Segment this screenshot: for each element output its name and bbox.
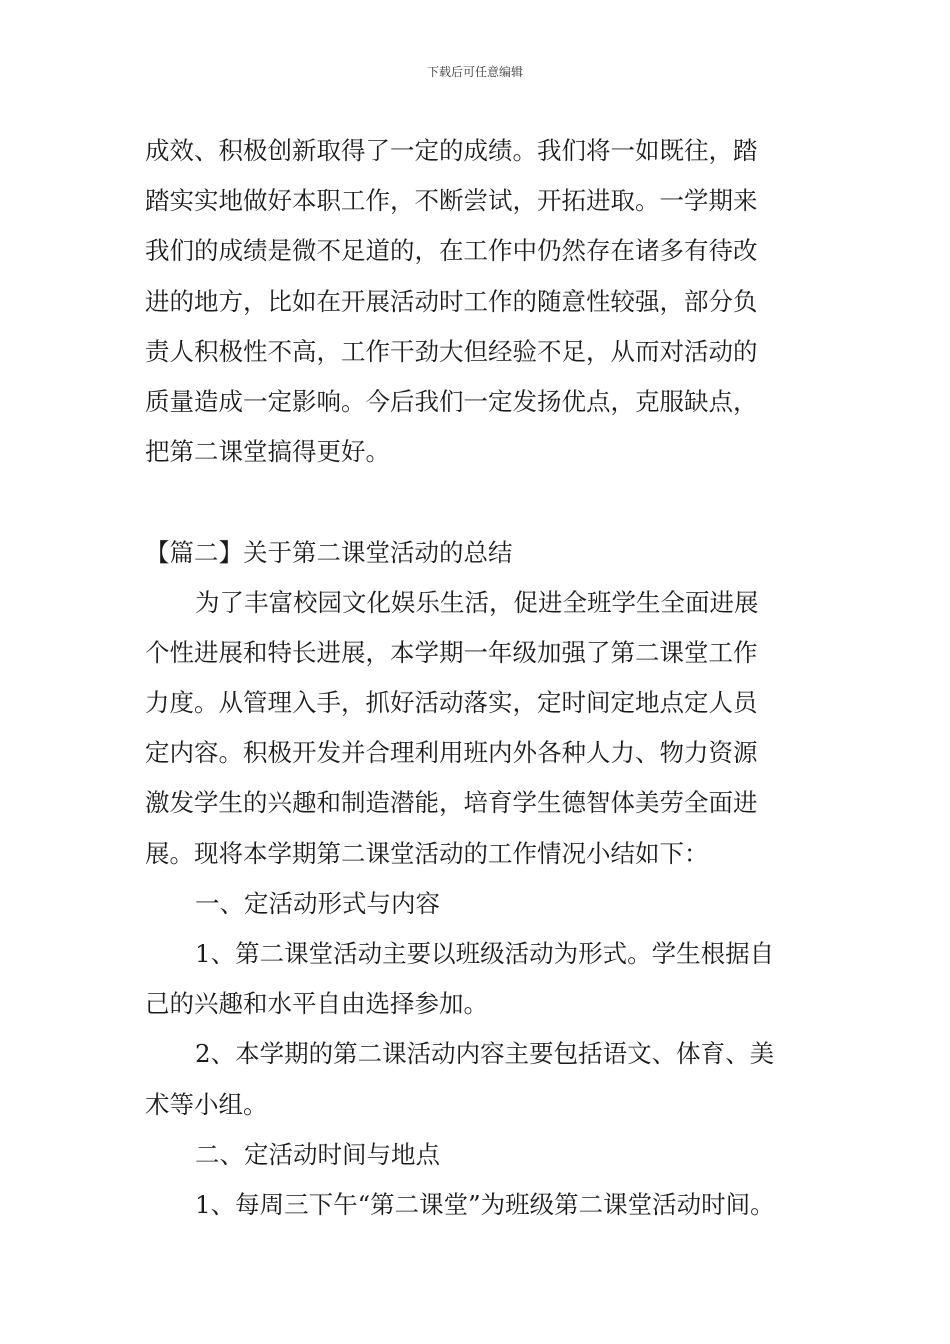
text-line: 激发学生的兴趣和制造潜能，培育学生德智体美劳全面进 <box>145 788 758 818</box>
list-item <box>145 1180 810 1230</box>
paragraph-intro <box>145 578 810 879</box>
text-line: 踏实实地做好本职工作，不断尝试，开拓进取。一学期来 <box>145 186 758 216</box>
text-line: 术等小组。 <box>145 1089 268 1119</box>
subheading-form-content: 一、定活动形式与内容 <box>195 888 440 918</box>
text-line: 己的兴趣和水平自由选择参加。 <box>145 989 488 1019</box>
text-line: 为了丰富校园文化娱乐生活，促进全班学生全面进展 <box>195 587 759 617</box>
text-line: 2、本学期的第二课活动内容主要包括语文、体育、美 <box>195 1039 775 1069</box>
document-body <box>145 126 810 1230</box>
section-title: 【篇二】关于第二课堂活动的总结 <box>145 537 513 567</box>
list-item <box>145 1029 810 1129</box>
blank-line <box>145 477 810 527</box>
page-header: 下载后可任意编辑 <box>426 65 523 79</box>
subheading-time-place: 二、定活动时间与地点 <box>195 1139 440 1169</box>
text-line: 质量造成一定影响。今后我们一定发扬优点，克服缺点， <box>145 386 758 416</box>
text-line: 定内容。积极开发并合理利用班内外各种人力、物力资源 <box>145 738 758 768</box>
text-line: 力度。从管理入手，抓好活动落实，定时间定地点定人员 <box>145 688 758 718</box>
text-line: 我们的成绩是微不足道的，在工作中仍然存在诸多有待改 <box>145 236 758 266</box>
text-line: 1、第二课堂活动主要以班级活动为形式。学生根据自 <box>195 939 775 968</box>
text-line: 展。现将本学期第二课堂活动的工作情况小结如下： <box>145 838 709 868</box>
text-line: 个性进展和特长进展，本学期一年级加强了第二课堂工作 <box>145 637 758 667</box>
text-line: 责人积极性不高，工作干劲大但经验不足，从而对活动的 <box>145 336 758 366</box>
text-line: 成效、积极创新取得了一定的成绩。我们将一如既往，踏 <box>145 136 758 165</box>
text-line: 把第二课堂搞得更好。 <box>145 437 390 467</box>
text-line: 1、每周三下午“第二课堂”为班级第二课堂活动时间。 <box>195 1189 775 1219</box>
paragraph-conclusion <box>145 126 810 477</box>
text-line: 进的地方，比如在开展活动时工作的随意性较强，部分负 <box>145 286 758 316</box>
list-item <box>145 929 810 1029</box>
